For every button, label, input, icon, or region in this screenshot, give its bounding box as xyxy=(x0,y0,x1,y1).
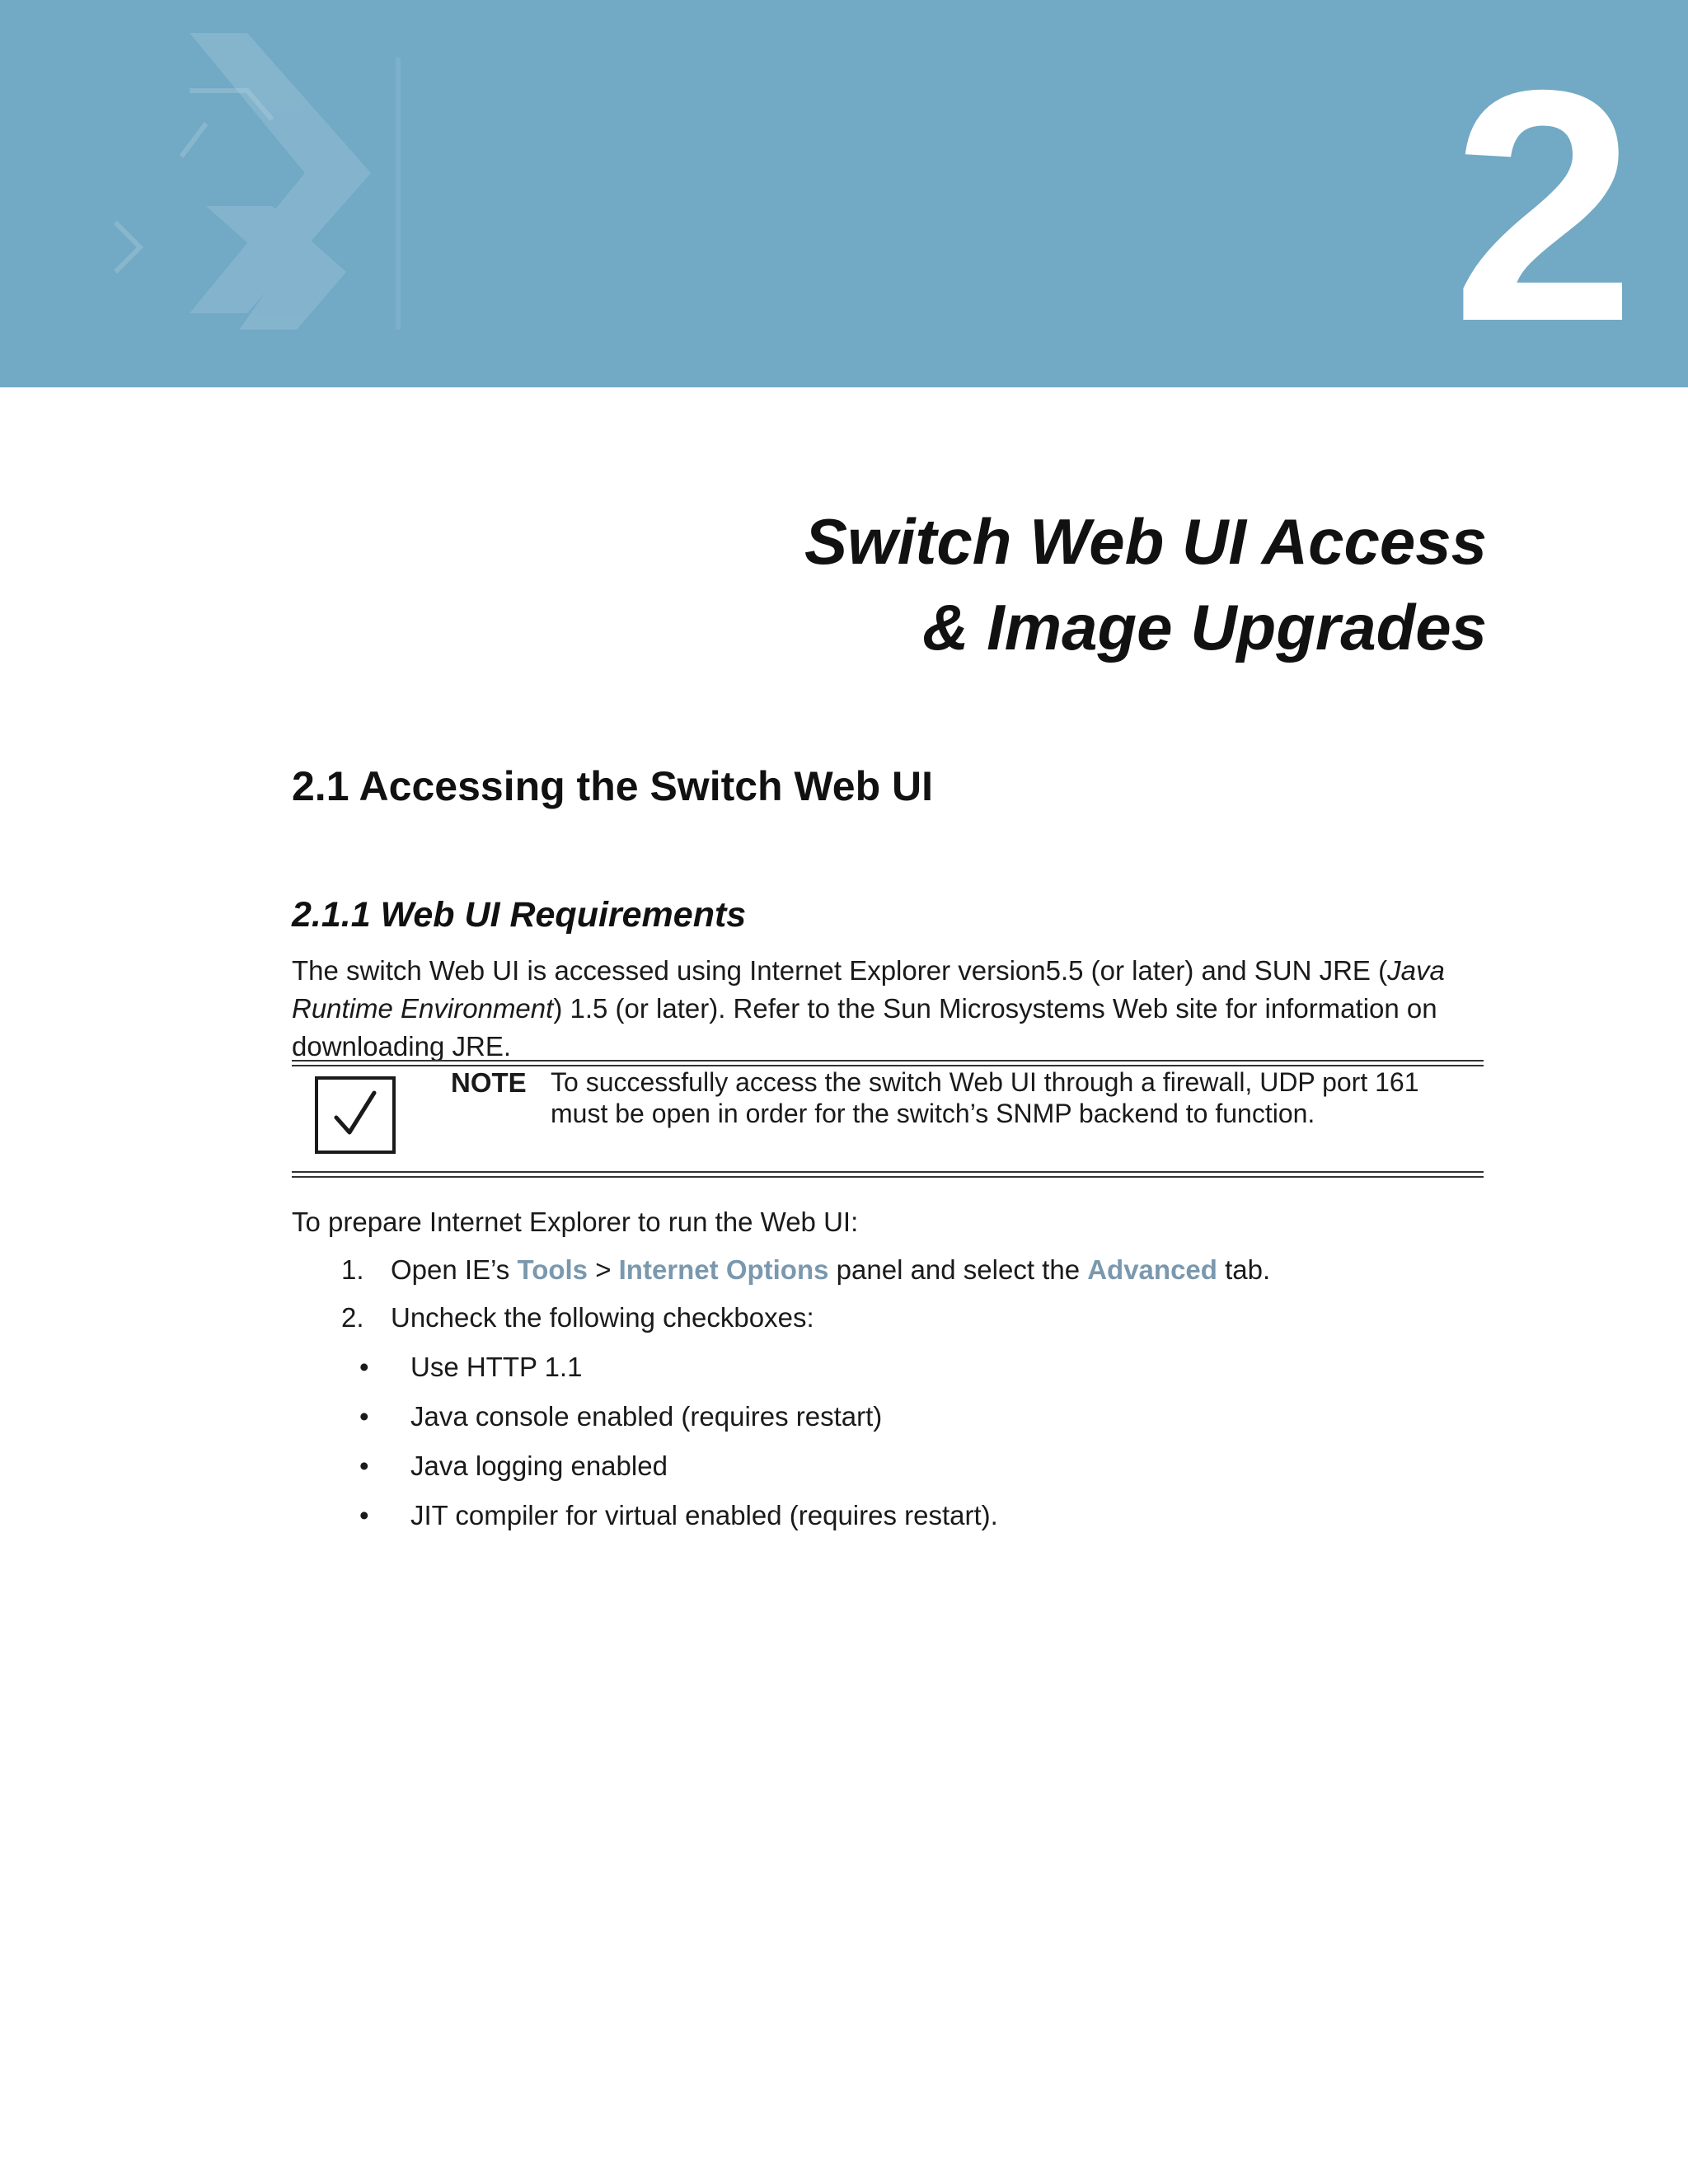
bullet-marker: • xyxy=(359,1401,369,1432)
chapter-title xyxy=(333,499,1487,670)
step-text-separator: > xyxy=(588,1254,619,1285)
step-item xyxy=(292,1299,1495,1347)
requirements-text-a: The switch Web UI is accessed using Internet Explorer version5.5 (or later) and SUN JRE ( xyxy=(292,955,1388,986)
step-item xyxy=(292,1251,1495,1299)
steps-list xyxy=(292,1251,1495,1347)
section-heading: 2.1 Accessing the Switch Web UI xyxy=(292,763,934,809)
bullet-text: Java logging enabled xyxy=(410,1451,668,1481)
subsection-heading: 2.1.1 Web UI Requirements xyxy=(292,895,747,935)
requirements-paragraph xyxy=(292,952,1495,1066)
list-item xyxy=(292,1497,1495,1546)
step-text: Uncheck the following checkboxes: xyxy=(391,1302,814,1333)
requirements-text-b: ) 1.5 (or later). Refer to the Sun Microsystems Web site for information on downloading JRE. xyxy=(292,993,1437,1062)
checkmark-icon xyxy=(315,1076,396,1154)
bullet-marker: • xyxy=(359,1352,369,1382)
chapter-title-line2: & Image Upgrades xyxy=(922,591,1487,663)
step-text-part: panel and select the xyxy=(828,1254,1088,1285)
prepare-intro: To prepare Internet Explorer to run the Web UI: xyxy=(292,1207,859,1237)
note-bottom-rule xyxy=(292,1171,1484,1178)
chapter-title-line1: Switch Web UI Access xyxy=(804,505,1487,578)
requirements-text-italic: Java Runtime Environment xyxy=(292,955,1445,1024)
bullet-text: Use HTTP 1.1 xyxy=(410,1352,583,1382)
note-text: To successfully access the switch Web UI through a firewall, UDP port 161 must be open in order for the switch’s SNMP backend to function. xyxy=(551,1067,1419,1128)
step-text-part: tab. xyxy=(1217,1254,1271,1285)
note-top-rule xyxy=(292,1060,1484,1066)
tools-term: Tools xyxy=(517,1254,588,1285)
list-item xyxy=(292,1348,1495,1398)
internet-options-term: Internet Options xyxy=(618,1254,829,1285)
step-text xyxy=(391,1251,1270,1289)
bullet-marker: • xyxy=(359,1451,369,1481)
chevron-logo-icon xyxy=(0,0,462,387)
step-number: 1. xyxy=(341,1254,364,1285)
bullet-text: JIT compiler for virtual enabled (requires restart). xyxy=(410,1500,998,1530)
list-item xyxy=(292,1398,1495,1447)
note-label: NOTE xyxy=(451,1067,527,1098)
chapter-number: 2 xyxy=(1451,21,1630,387)
chapter-banner xyxy=(0,0,1688,387)
checkbox-list xyxy=(292,1348,1495,1546)
advanced-term: Advanced xyxy=(1087,1254,1217,1285)
step-number: 2. xyxy=(341,1302,364,1333)
list-item xyxy=(292,1447,1495,1497)
bullet-marker: • xyxy=(359,1500,369,1530)
bullet-text: Java console enabled (requires restart) xyxy=(410,1401,883,1432)
step-text-part: Open IE’s xyxy=(391,1254,518,1285)
